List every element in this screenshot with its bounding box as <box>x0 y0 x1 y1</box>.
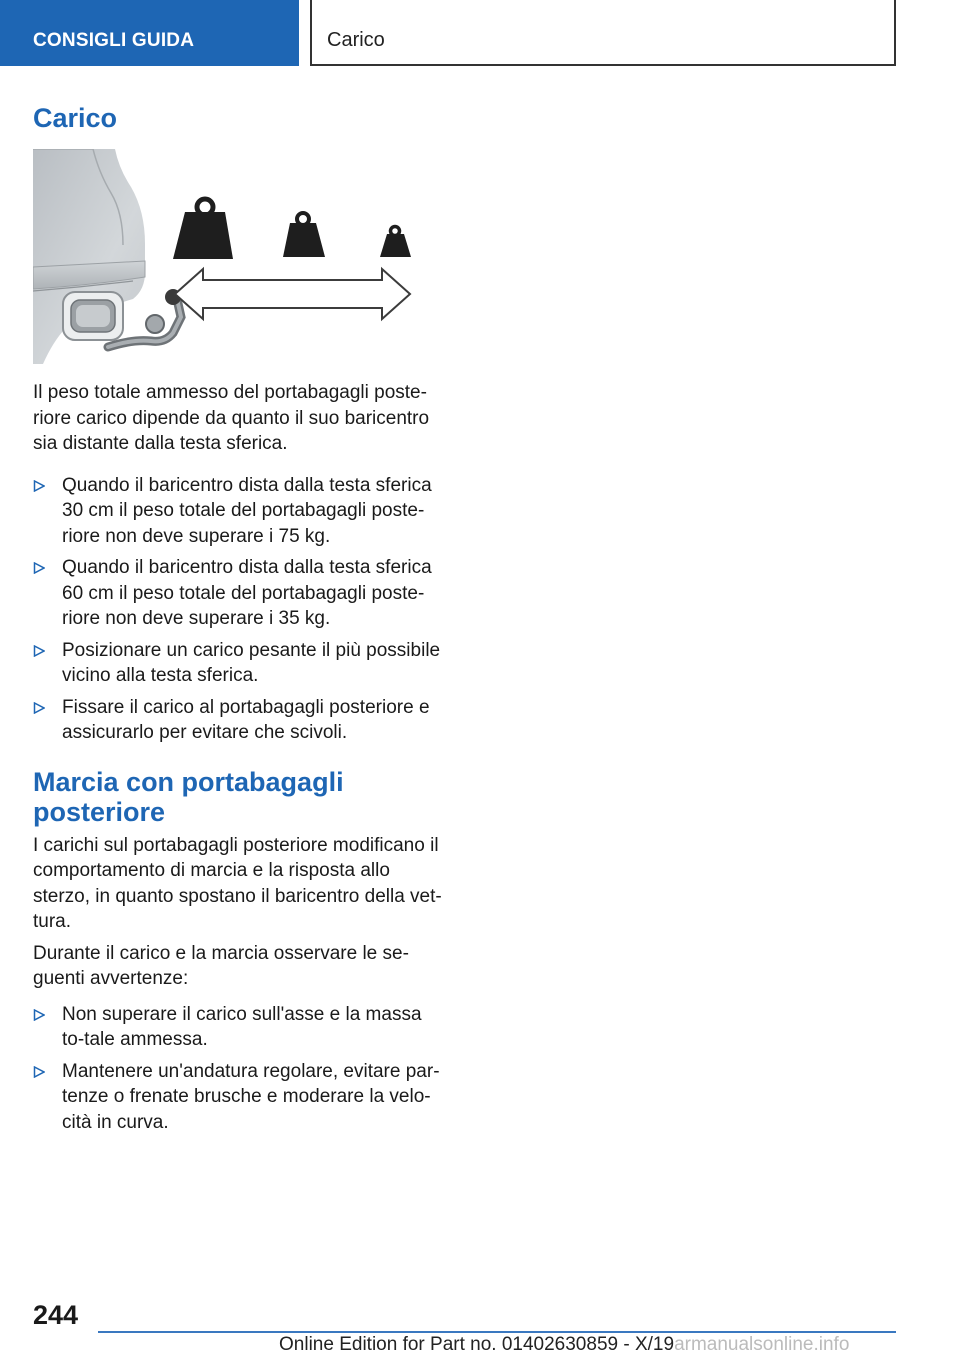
list-item <box>33 695 446 746</box>
content-column <box>33 100 446 1141</box>
footer-watermark: armanualsonline.info <box>674 1334 850 1355</box>
header-chapter-label: Carico <box>327 29 385 51</box>
triangle-right-outline-icon <box>33 1009 45 1021</box>
footer-edition-text: Online Edition for Part no. 01402630859 - X/19 <box>279 1334 675 1355</box>
list-item <box>33 638 446 689</box>
triangle-right-outline-icon <box>33 562 45 574</box>
section-title-marcia: Marcia con portabagagli posteriore <box>33 766 344 827</box>
list-item <box>33 1002 446 1053</box>
header-section-tab <box>0 0 299 66</box>
page-number: 244 <box>33 1300 79 1330</box>
list-item-text: Fissare il carico al portabagagli posteriore e assicurarlo per evitare che scivoli. <box>62 696 430 743</box>
list-item-text: Posizionare un carico pesante il più possibile vicino alla testa sferica. <box>62 639 441 686</box>
triangle-right-outline-icon <box>33 480 45 492</box>
list-item <box>33 555 446 632</box>
section-title-carico: Carico <box>33 103 118 133</box>
list-item-text: Mantenere un'andatura regolare, evitare par-tenze o frenate brusche e moderare la velo-cità in curva. <box>62 1060 440 1133</box>
footer-rule <box>98 1331 896 1333</box>
intro-paragraph: Il peso totale ammesso del portabagagli poste-riore carico dipende da quanto il suo baricentro sia distante dalla testa sferica. <box>33 382 430 454</box>
header-chapter-box <box>310 0 896 66</box>
tow-hitch-load-illustration <box>33 149 413 364</box>
triangle-right-outline-icon <box>33 1066 45 1078</box>
load-bullet-list <box>33 473 446 746</box>
footer-edition <box>279 1334 849 1356</box>
list-item-text: Non superare il carico sull'asse e la massa to-tale ammessa. <box>62 1003 422 1050</box>
list-item-text: Quando il baricentro dista dalla testa sferica 60 cm il peso totale del portabagagli poste-riore non deve superare i 35 kg. <box>62 557 432 629</box>
list-item <box>33 1059 446 1136</box>
marcia-paragraph: I carichi sul portabagagli posteriore modificano il comportamento di marcia e la risposta allo sterzo, in quanto spostano il baricentro della vet-tura. <box>33 834 442 932</box>
triangle-right-outline-icon <box>33 702 45 714</box>
header-section-label: CONSIGLI GUIDA <box>33 30 195 51</box>
marcia-bullet-list <box>33 1002 446 1136</box>
list-item-text: Quando il baricentro dista dalla testa sferica 30 cm il peso totale del portabagagli poste-riore non deve superare i 75 kg. <box>62 474 432 547</box>
triangle-right-outline-icon <box>33 645 45 657</box>
avvertenze-intro-paragraph: Durante il carico e la marcia osservare le se-guenti avvertenze: <box>33 942 409 989</box>
list-item <box>33 473 446 550</box>
